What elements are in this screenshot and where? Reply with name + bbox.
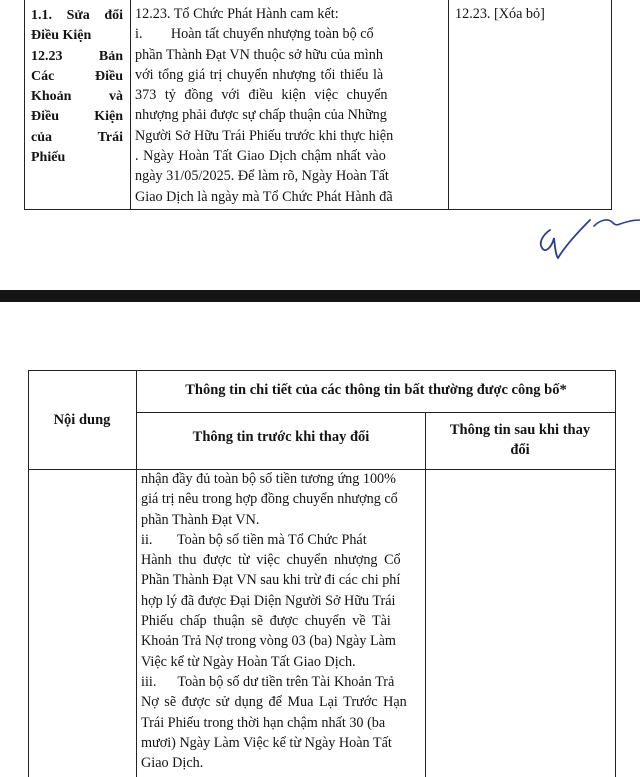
text-line: ngày 31/05/2025. Để làm rõ, Ngày Hoàn Tất [135, 168, 389, 185]
header-after-change [426, 420, 614, 460]
text-line: Giao Dịch. [141, 755, 204, 772]
signature-initials [528, 208, 640, 270]
text-line: ii. Toàn bộ số tiền mà Tổ Chức Phát [141, 531, 367, 548]
text-line: Hành thu được từ việc chuyển nhượng Cổ [141, 552, 401, 569]
text-line: Trái Phiếu trong thời hạn chậm nhất 30 (ba [141, 714, 386, 731]
heading-line: 1.1. Sửa đổi [31, 8, 123, 23]
heading-line: của Trái [31, 129, 123, 145]
heading-line: 12.23 Bản [31, 48, 123, 64]
header-after-line: Thông tin sau khi thay [449, 422, 591, 438]
text-line: hợp lý đã được Đại Diện Người Sở Hữu Trái [141, 592, 396, 609]
text-line: Phần Thành Đạt VN sau khi trừ đi các chi phí [141, 572, 401, 589]
new-text-cell [448, 0, 612, 210]
header-detail: Thông tin chi tiết của các thông tin bất thường được công bố* [185, 382, 567, 398]
heading-line: Phiếu [31, 150, 66, 166]
old-text-cell [130, 0, 448, 210]
text-line: i. Hoàn tất chuyển nhượng toàn bộ cổ [135, 26, 374, 43]
text-line: mươi) Ngày Làm Việc kể từ Ngày Hoàn Tất [141, 734, 392, 751]
text-line: 12.23. Tổ Chức Phát Hành cam kết: [135, 6, 339, 22]
article-heading [31, 6, 123, 168]
header-after-line: đổi [510, 442, 530, 458]
heading-line: Các Điều [31, 68, 123, 84]
new-text: 12.23. [Xóa bỏ] [455, 6, 545, 22]
text-line: Phiếu chấp thuận sẽ được chuyển về Tài [141, 613, 391, 630]
heading-line: Khoản và [31, 89, 123, 105]
text-line: phần Thành Đạt VN thuộc sở hữu của mình [135, 46, 383, 63]
text-line: 373 tỷ đồng với điều kiện việc chuyển [135, 87, 388, 104]
text-line: Khoản Trả Nợ trong vòng 03 (ba) Ngày Làm [141, 633, 396, 650]
table-border [137, 412, 616, 413]
text-line: phần Thành Đạt VN. [141, 511, 260, 528]
header-content: Nội dung [53, 411, 111, 428]
old-text-continuation [141, 469, 422, 773]
amendment-table-top [24, 0, 612, 210]
text-line: Giao Dịch là ngày mà Tổ Chức Phát Hành đã [135, 188, 393, 205]
text-line: nhượng phải được sự chấp thuận của Những [135, 107, 387, 124]
disclosure-table [28, 370, 616, 777]
article-heading-cell [24, 0, 130, 210]
table-border [425, 412, 426, 777]
text-line: Người Sở Hữu Trái Phiếu trước khi thực hiện [135, 127, 394, 144]
text-line: Nợ sẽ được sử dụng để Mua Lại Trước Hạn [141, 694, 407, 711]
old-text-block [135, 4, 447, 207]
text-line: với tổng giá trị chuyển nhượng tối thiểu là [135, 66, 384, 83]
table-border [615, 370, 616, 777]
text-line: . Ngày Hoàn Tất Giao Dịch chậm nhất vào [135, 148, 386, 165]
text-line: nhận đầy đủ toàn bộ số tiền tương ứng 100% [141, 471, 396, 487]
heading-line: Điều Kiện [31, 109, 123, 125]
text-line: iii. Toàn bộ số dư tiền trên Tài Khoản Trả [141, 673, 395, 690]
heading-line: Điều Kiện [31, 28, 92, 44]
text-line: giá trị nêu trong hợp đồng chuyển nhượng cổ [141, 491, 398, 508]
page-break [0, 290, 640, 302]
text-line: Việc kể từ Ngày Hoàn Tất Giao Dịch. [141, 653, 356, 670]
header-before-change: Thông tin trước khi thay đổi [192, 429, 370, 445]
